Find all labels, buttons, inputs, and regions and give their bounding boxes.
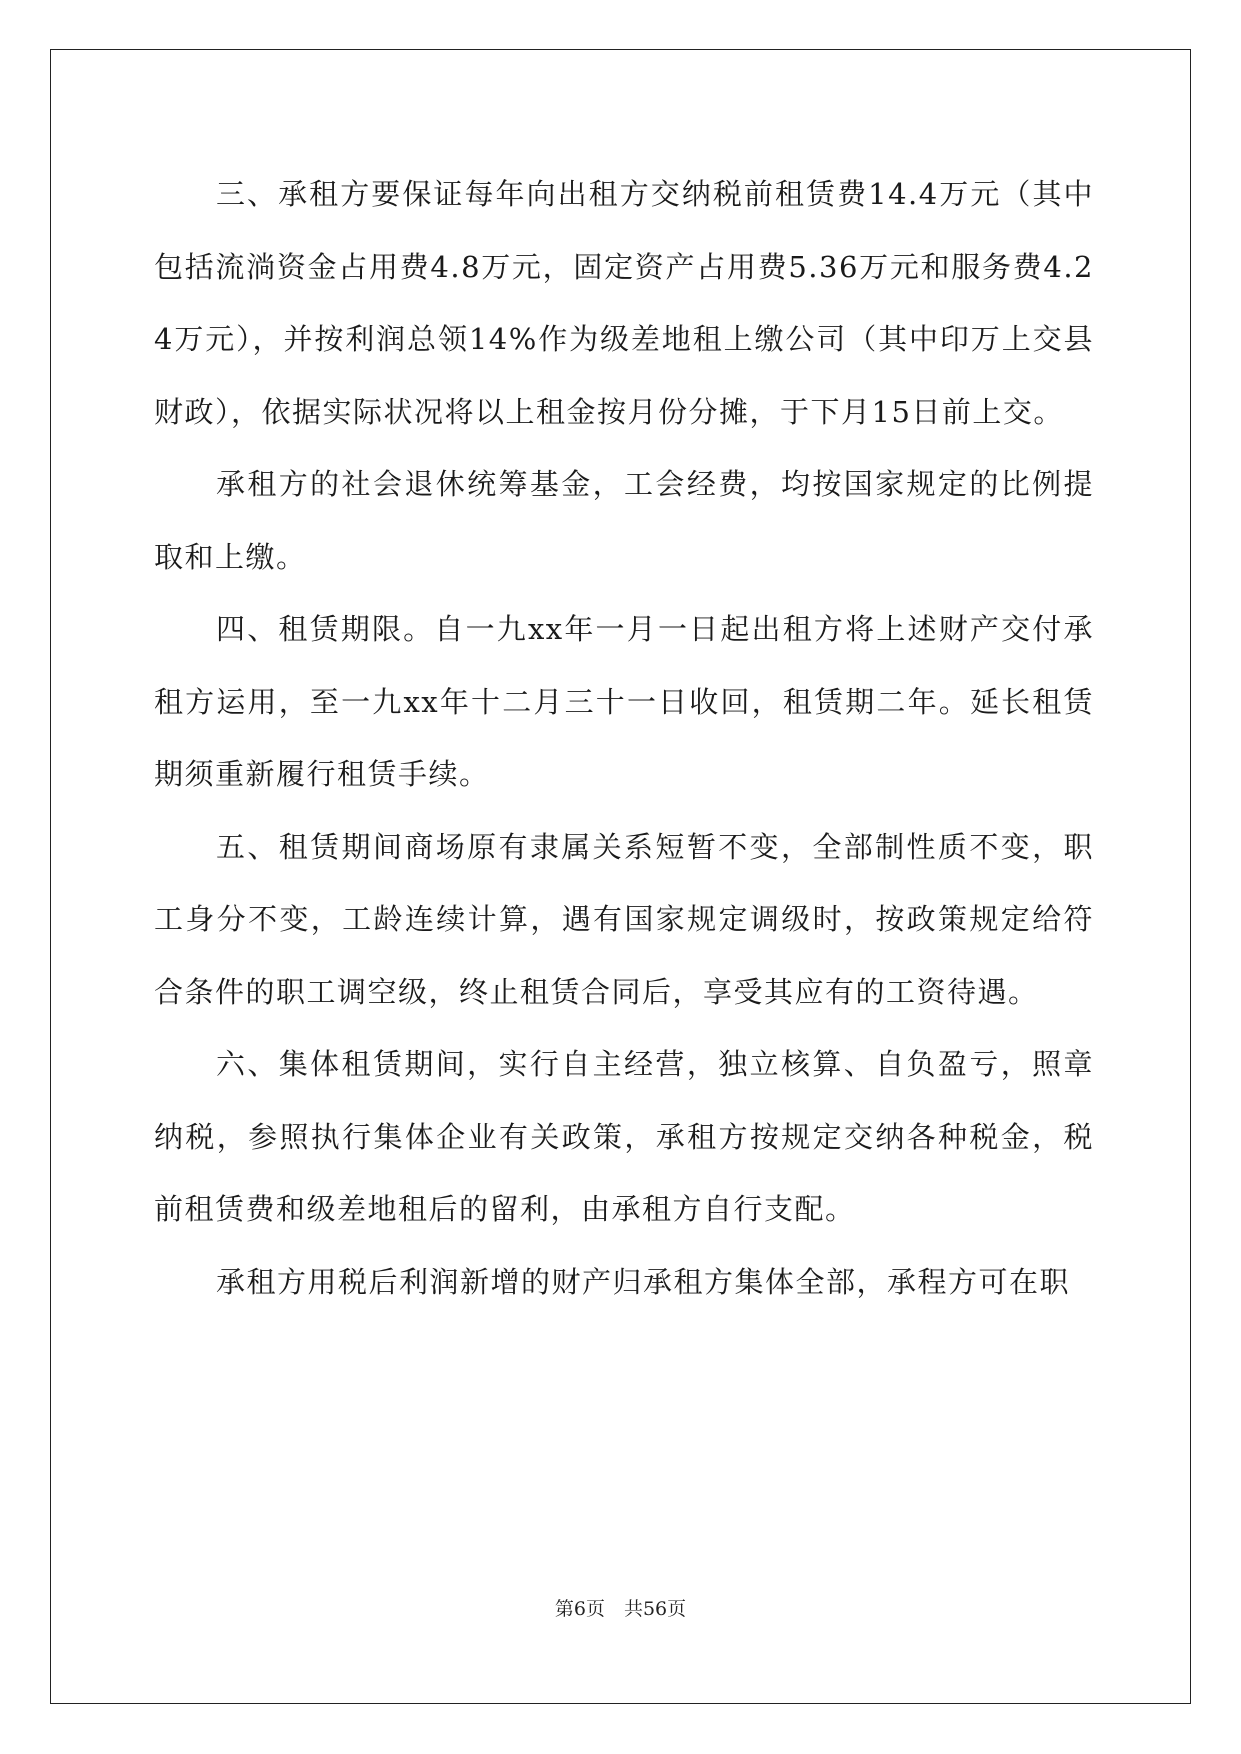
document-body bbox=[154, 158, 1094, 1318]
page-footer bbox=[0, 1594, 1241, 1621]
page-number-label: 第6页 共56页 bbox=[554, 1598, 687, 1620]
paragraph-clause-4: 四、租赁期限。自一九xx年一月一日起出租方将上述财产交付承租方运用，至一九xx年十二月三十一日收回，租赁期二年。延长租赁期须重新履行租赁手续。 bbox=[154, 612, 1094, 791]
paragraph-property: 承租方用税后利润新增的财产归承租方集体全部，承程方可在职 bbox=[216, 1264, 1071, 1299]
paragraph-clause-5: 五、租赁期间商场原有隶属关系短暂不变，全部制性质不变，职工身分不变，工龄连续计算，遇有国家规定调级时，按政策规定给符合条件的职工调空级，终止租赁合同后，享受其应有的工资待遇。 bbox=[154, 829, 1094, 1009]
paragraph-clause-6: 六、集体租赁期间，实行自主经营，独立核算、自负盈亏，照章纳税，参照执行集体企业有关政策，承租方按规定交纳各种税金，税前租赁费和级差地租后的留利，由承租方自行支配。 bbox=[154, 1047, 1094, 1226]
paragraph-social-fund: 承租方的社会退休统筹基金，工会经费，均按国家规定的比例提取和上缴。 bbox=[154, 467, 1094, 574]
paragraph-clause-3: 三、承租方要保证每年向出租方交纳税前租赁费14.4万元（其中包括流淌资金占用费4.8万元，固定资产占用费5.36万元和服务费4.24万元），并按利润总领14%作为级差地租上缴公司（其中印万上交县财政），依据实际状况将以上租金按月份分摊，于下月15日前上交。 bbox=[154, 177, 1094, 429]
